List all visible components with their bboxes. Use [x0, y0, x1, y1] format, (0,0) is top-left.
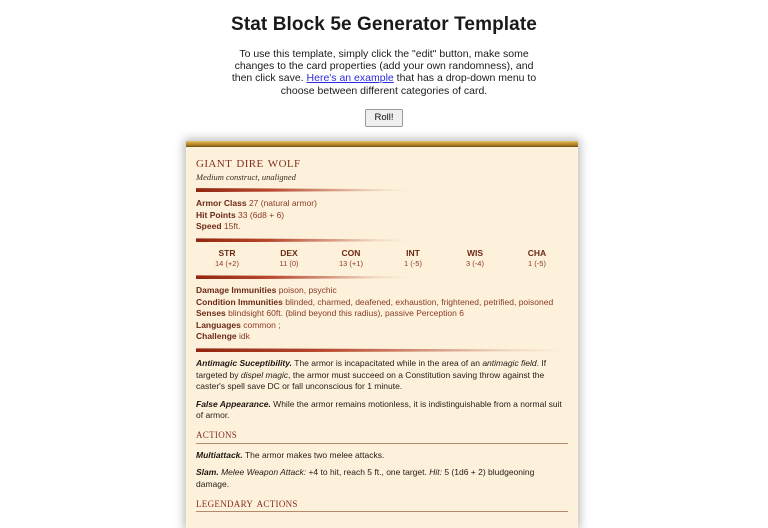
- attribute-hit-points: [196, 210, 568, 221]
- detail-value: common ;: [243, 319, 281, 330]
- attribute-label: Armor Class: [196, 198, 247, 209]
- ability-value: 1 (-5): [404, 259, 422, 269]
- trait-text-3: , the armor must succeed on a Constitution saving throw against the caster's spell save DC or fall unconscious for 1 minute.: [196, 369, 545, 392]
- detail-challenge: [196, 331, 568, 342]
- action-multiattack: [196, 450, 568, 461]
- attribute-list: [196, 198, 568, 232]
- detail-label: Languages: [196, 319, 241, 330]
- detail-label: Damage Immunities: [196, 285, 277, 296]
- trait-italic-2: dispel magic: [240, 369, 289, 380]
- detail-label: Challenge: [196, 330, 237, 341]
- statblock-card-area: [186, 141, 578, 528]
- action-text-2: +4 to hit, reach 5 ft., one target.: [306, 467, 430, 478]
- intro-text-after-link: that has a drop-down menu to choose between different categories of card.: [280, 72, 537, 97]
- trait-antimagic-suceptibility: [196, 358, 568, 392]
- ability-str: [196, 248, 258, 269]
- attribute-speed: [196, 221, 568, 232]
- legendary-actions-heading-rule: [196, 511, 568, 512]
- creature-name: giant dire wolf: [196, 155, 301, 171]
- ability-name: STR: [218, 248, 236, 259]
- action-text-1: The armor makes two melee attacks.: [242, 449, 385, 460]
- ability-wis: [444, 248, 506, 269]
- attribute-label: Hit Points: [196, 209, 236, 220]
- attribute-armor-class: [196, 198, 568, 209]
- ability-value: 11 (0): [279, 259, 299, 269]
- detail-languages: [196, 320, 568, 331]
- detail-label: Condition Immunities: [196, 296, 283, 307]
- ability-int: [382, 248, 444, 269]
- attribute-value: 15ft.: [223, 220, 241, 231]
- trait-text-1: The armor is incapacitated while in the area of an: [292, 358, 483, 369]
- divider-rule-traits: [196, 348, 568, 352]
- roll-button-container: [0, 107, 768, 128]
- action-italic-2: Hit:: [429, 467, 442, 478]
- detail-label: Senses: [196, 308, 226, 319]
- ability-dex: [258, 248, 320, 269]
- roll-button[interactable]: Roll!: [365, 109, 402, 128]
- detail-condition-immunities: [196, 297, 568, 308]
- ability-value: 1 (-5): [528, 259, 546, 269]
- detail-value: idk: [239, 330, 250, 341]
- ability-name: CHA: [527, 248, 547, 259]
- trait-text-2: . If targeted by: [196, 358, 547, 380]
- ability-value: 14 (+2): [215, 259, 239, 269]
- page-title: Stat Block 5e Generator Template: [231, 14, 537, 35]
- action-name: Slam.: [196, 467, 219, 478]
- ability-con: [320, 248, 382, 269]
- page-root: [0, 14, 768, 510]
- detail-senses: [196, 308, 568, 319]
- statblock-body: [186, 147, 578, 528]
- trait-italic-1: antimagic field: [482, 358, 537, 369]
- detail-value: poison, psychic: [278, 285, 337, 296]
- example-link[interactable]: Here's an example: [306, 72, 394, 85]
- action-italic-1: Melee Weapon Attack:: [221, 467, 307, 478]
- ability-cha: [506, 248, 568, 269]
- trait-name: False Appearance.: [196, 398, 271, 409]
- divider-rule-abilities-bottom: [196, 275, 408, 279]
- intro-paragraph: [229, 48, 539, 97]
- attribute-label: Speed: [196, 220, 222, 231]
- action-text-3: 5 (1d6 + 2) bludgeoning damage.: [196, 467, 535, 489]
- ability-name: INT: [406, 248, 420, 259]
- ability-value: 13 (+1): [339, 259, 363, 269]
- action-name: Multiattack.: [196, 449, 243, 460]
- trait-false-appearance: [196, 399, 568, 422]
- detail-list: [196, 285, 568, 342]
- creature-meta: Medium construct, unaligned: [196, 171, 296, 182]
- action-slam: [196, 467, 568, 490]
- legendary-actions-heading: legendary actions: [196, 495, 298, 510]
- ability-value: 3 (-4): [466, 259, 484, 269]
- divider-rule-abilities-top: [196, 238, 408, 242]
- trait-name: Antimagic Suceptibility.: [196, 358, 293, 369]
- detail-damage-immunities: [196, 285, 568, 296]
- attribute-value: 33 (6d8 + 6): [238, 209, 285, 220]
- detail-value: blindsight 60ft. (blind beyond this radius), passive Perception 6: [228, 308, 464, 319]
- ability-name: WIS: [466, 248, 484, 259]
- divider-rule-top: [196, 188, 408, 192]
- actions-heading-rule: [196, 443, 568, 444]
- actions-heading: actions: [196, 427, 238, 442]
- ability-name: DEX: [280, 248, 298, 259]
- attribute-value: 27 (natural armor): [248, 198, 317, 209]
- statblock-card: [186, 141, 578, 528]
- ability-score-table: [196, 248, 568, 269]
- intro-text-before-link: To use this template, simply click the "edit" button, make some changes to the card properties (add your own randomness), and then click save.: [231, 48, 534, 85]
- ability-name: CON: [341, 248, 361, 259]
- detail-value: blinded, charmed, deafened, exhaustion, frightened, petrified, poisoned: [285, 296, 554, 307]
- trait-text-1: While the armor remains motionless, it is indistinguishable from a normal suit of armor.: [196, 398, 562, 420]
